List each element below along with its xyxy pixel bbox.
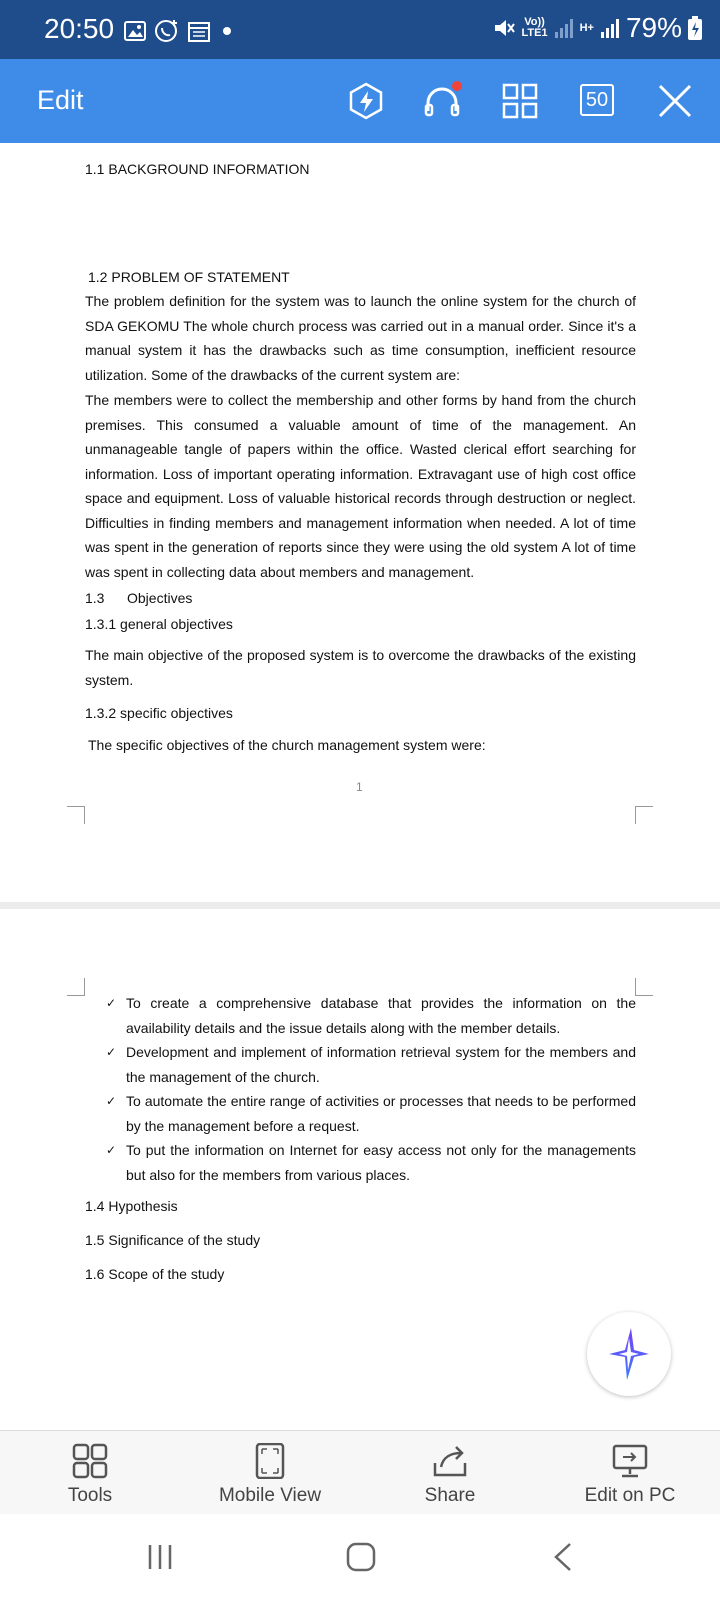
general-objectives-paragraph: The main objective of the proposed system is to overcome the drawbacks of the existing system. xyxy=(85,647,636,688)
share-icon xyxy=(431,1443,469,1479)
page-separator xyxy=(0,902,720,909)
crop-mark xyxy=(67,978,85,996)
network-label: Vo)) LTE1 xyxy=(521,16,548,39)
battery-percent: 79% xyxy=(625,12,682,43)
tools-icon xyxy=(71,1443,109,1479)
monitor-icon xyxy=(611,1443,649,1479)
close-icon xyxy=(655,81,695,121)
share-button[interactable]: Share xyxy=(360,1431,540,1515)
heading-background: 1.1 BACKGROUND INFORMATION xyxy=(85,161,310,177)
back-button[interactable] xyxy=(550,1542,580,1572)
crop-mark xyxy=(67,806,85,824)
heading-significance: 1.5 Significance of the study xyxy=(85,1232,261,1248)
crop-mark xyxy=(84,806,85,824)
heading-scope: 1.6 Scope of the study xyxy=(85,1266,225,1282)
crop-mark xyxy=(84,978,85,996)
crop-mark xyxy=(635,806,653,824)
check-icon: ✓ xyxy=(106,1045,117,1059)
lightning-hexagon-icon xyxy=(346,81,386,121)
system-navigation-bar xyxy=(0,1514,720,1600)
edit-button[interactable]: Edit xyxy=(37,85,84,115)
heading-problem: 1.2 PROBLEM OF STATEMENT xyxy=(88,269,290,285)
bottom-toolbar xyxy=(0,1430,720,1514)
gallery-icon xyxy=(124,20,146,42)
edit-on-pc-button[interactable]: Edit on PC xyxy=(540,1431,720,1515)
close-button[interactable] xyxy=(655,81,695,121)
signal-icon xyxy=(600,17,620,39)
heading-hypothesis: 1.4 Hypothesis xyxy=(85,1198,178,1214)
crop-mark xyxy=(635,978,653,996)
read-aloud-button[interactable] xyxy=(422,81,462,121)
headphones-icon xyxy=(422,81,462,121)
grid-icon xyxy=(500,81,540,121)
list-item: ✓ To create a comprehensive database that provides the information on the availability details and the issue details along with the member details. xyxy=(106,991,636,1040)
ai-sparkle-button[interactable] xyxy=(587,1312,671,1396)
tools-button[interactable]: Tools xyxy=(0,1431,180,1515)
status-bar xyxy=(0,0,720,59)
battery-charging-icon xyxy=(688,16,702,40)
system-indicators xyxy=(492,12,703,44)
heading-specific-objectives: 1.3.2 specific objectives xyxy=(85,705,233,721)
status-time: 20:50 xyxy=(44,13,115,44)
list-item: ✓ Development and implement of information retrieval system for the members and the management of the church. xyxy=(106,1040,636,1089)
mute-icon xyxy=(492,16,516,40)
home-button[interactable] xyxy=(346,1542,376,1572)
heading-objectives: Objectives xyxy=(127,590,193,606)
heading-objectives-number: 1.3 xyxy=(85,590,105,606)
page-count-badge[interactable]: 50 xyxy=(580,84,614,116)
problem-paragraph-1: The problem definition for the system was to launch the online system for the church of SDA GEKOMU The whole church process was carried out in a manual order. Since it's a manual system it has the drawbacks such as time consumption, inefficient resource utilization. Some of the drawbacks of the current system are: xyxy=(85,293,636,383)
grid-view-button[interactable] xyxy=(500,81,540,121)
page-number: 1 xyxy=(356,780,363,794)
dot-icon xyxy=(218,23,234,39)
check-icon: ✓ xyxy=(106,1094,117,1108)
recent-apps-button[interactable] xyxy=(146,1542,176,1572)
calendar-icon xyxy=(188,20,210,42)
problem-paragraph-2: The members were to collect the membership and other forms by hand from the church premises. This consumed a valuable amount of time of the management. An unmanageable tangle of papers within the office. Wasted clerical effort searching for information. Loss of important operating information. Extravagant use of high cost office space and equipment. Loss of valuable historical records through destruction or neglect. Difficulties in finding members and management information when needed. A lot of time was spent in the generation of reports since they were using the old system A lot of time was spent in collecting data about members and management. xyxy=(85,392,636,580)
check-icon: ✓ xyxy=(106,996,117,1010)
ai-assistant-button[interactable] xyxy=(346,81,386,121)
whatsapp-icon xyxy=(154,18,180,44)
sparkle-icon xyxy=(605,1326,653,1382)
list-item: ✓ To automate the entire range of activities or processes that needs to be performed by the management before a request. xyxy=(106,1089,636,1138)
specific-objectives-intro: The specific objectives of the church management system were: xyxy=(88,737,486,753)
mobile-view-button[interactable]: Mobile View xyxy=(180,1431,360,1515)
heading-general-objectives: 1.3.1 general objectives xyxy=(85,616,233,632)
notification-icons xyxy=(124,18,234,44)
mobile-view-icon xyxy=(251,1443,289,1479)
signal-weak-icon xyxy=(554,17,574,39)
network-type: H+ xyxy=(579,21,594,34)
check-icon: ✓ xyxy=(106,1143,117,1157)
objectives-list xyxy=(106,991,636,1187)
document-view[interactable] xyxy=(0,143,720,1430)
list-item: ✓ To put the information on Internet for easy access not only for the managements but also for the members from various places. xyxy=(106,1138,636,1187)
